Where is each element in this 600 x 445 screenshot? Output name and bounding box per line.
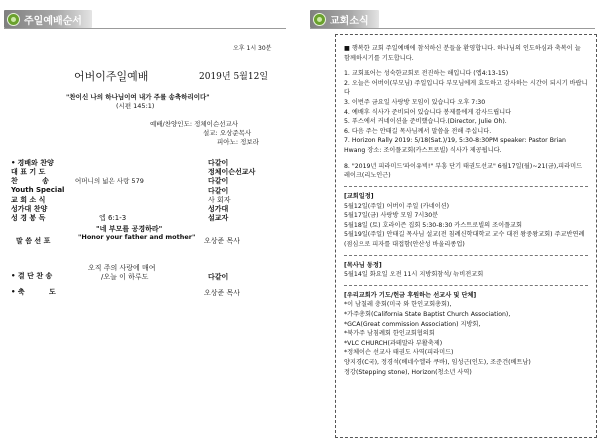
bullet-circle-icon [313, 13, 326, 26]
benediction-minister: 오상준 목사 [204, 289, 241, 297]
news-item: 3. 이번주 금요일 사랑방 모임이 있습니다 오후 7:30 [344, 99, 486, 107]
sermon-title: "네 부모를 공경하라" [96, 225, 163, 233]
schedule-title: [교회일정] [344, 192, 374, 200]
schedule-item: 5월12일(주일) 어버이 주일 (카네이션) [344, 202, 450, 210]
order-label: • 경배와 찬양 [11, 158, 54, 168]
news-item: 6. 다음 주는 안태길 목사님께서 말씀을 전해 주십니다. [344, 127, 492, 135]
mission-item: *VLC CHURCH(과테말라 부활축제) [344, 339, 443, 347]
schedule-item: 5월17일(금) 사랑방 모임 7시30분 [344, 212, 439, 220]
order-leader: 정체이슨선교사 [208, 168, 256, 177]
missions-section [344, 291, 588, 377]
sermon-label: 말 씀 선 포 [16, 237, 51, 245]
response-hymn-label: • 결 단 찬 송 [11, 272, 53, 280]
order-leader: 사 회자 [208, 195, 231, 204]
sermon-subtitle: "Honor your father and mother" [78, 233, 196, 241]
response-hymn-line2: /오늘 이 하루도 [101, 273, 149, 281]
benediction-label: • 축 도 [11, 288, 56, 296]
scripture-verse: "찬이신 나의 하나님이여 내가 주를 송축하리이다" [66, 93, 210, 101]
worship-order-tag [4, 10, 92, 28]
news-item: 2. 오늘은 어버이(부모님) 주일입니다 부모님에게 효도하고 감사하는 시간이 되시기 바랍니다 [344, 79, 588, 97]
service-title: 어버이주일예배 [74, 70, 149, 83]
church-news-title: 교회소식 [330, 15, 369, 27]
pastor-section [344, 261, 588, 280]
header-underline [4, 28, 286, 29]
order-leader: 다같이 [208, 177, 229, 186]
mission-item: *가주총회(California State Baptist Church Association), [344, 311, 511, 319]
header-underline [310, 28, 595, 29]
church-news-header [310, 10, 595, 28]
order-row [11, 213, 287, 222]
order-leader: 설교자 [208, 214, 229, 223]
church-news-panel [335, 34, 597, 438]
missions-title: [우리교회가 기도/헌금 후원하는 선교사 및 단체] [344, 291, 477, 299]
bullet-circle-icon [7, 13, 20, 26]
news-list [344, 69, 588, 181]
schedule-section [344, 192, 588, 250]
news-item: 5. 푸스에서 커네이션을 준비했습니다.(Director, Julie Oh). [344, 118, 507, 126]
service-time: 오후 1시 30분 [233, 45, 272, 52]
mission-item: 양지경(C국), 정경석(베네수엘라 쿠바), 임성근(인도), 조준건(베트남) [344, 359, 531, 367]
response-hymn-line1: 오직 주의 사랑에 매여 [88, 264, 156, 272]
leader-sermon: 설교: 오상준목사 [203, 129, 252, 137]
service-date: 2019년 5월12일 [199, 72, 269, 82]
mission-item: *정체이슨 선교사 태권도 사역(피라미드) [344, 349, 454, 357]
order-detail: 어머니의 넓은 사랑 579 [75, 177, 144, 186]
order-label: Youth Special [11, 185, 65, 194]
order-label: 교 회 소 식 [11, 195, 46, 204]
news-item: 7. Horizon Rally 2019: 5/18(Sat.)/19, 5:30-8:30PM speaker: Pastor Brian Hwang 장소: 조이플교회(카스트로빌) 식사가 제공됩니다. [344, 137, 566, 155]
sermon-preacher: 오상준 목사 [204, 237, 241, 245]
worship-order-title: 주일예배순서 [24, 15, 82, 27]
scripture-reference: (시편 145:1) [116, 102, 155, 110]
order-leader: 성가대 [208, 204, 229, 213]
order-row [11, 176, 287, 185]
news-item: 4. 예배후 식사가 준비되어 있습니다 봉제를에게 감사드립니다 [344, 108, 512, 116]
order-of-service [11, 158, 287, 222]
section-divider [344, 186, 588, 187]
order-row [11, 167, 287, 176]
schedule-item: 5월19일(주일) 안태길 목사님 설교(전 침례신학대학교 교수 대전 왕중왕교회) 주교반연례(점심으로 피자를 대접함(안산성 바울리종업) [344, 231, 585, 248]
leader-worship: 예배/찬양인도: 정체이슨선교사 [150, 120, 239, 128]
order-row [11, 204, 287, 213]
order-row [11, 158, 287, 167]
section-divider [344, 255, 588, 256]
order-detail: 엡 6:1-3 [99, 214, 127, 223]
leader-piano: 피아노: 정보라 [217, 138, 259, 146]
mission-item: *GCA(Great commission Association) 지방회, [344, 320, 481, 328]
order-leader: 다같이 [208, 159, 229, 167]
schedule-item: 5월18일 (토) 호라이즌 집회 5:30-8:30 카스트로빌의 조이플교회 [344, 221, 523, 229]
order-label: 성가대 찬양 [11, 204, 48, 213]
response-hymn-leader: 다같이 [208, 273, 229, 281]
section-divider [344, 285, 588, 286]
worship-order-panel [4, 36, 294, 441]
news-item: 8. "2019년 피라미드'파이유빅!" 부흥 단기 태권도선교" 6월17일(월)~21(금),피라미드레이크(리노인근) [344, 162, 583, 180]
order-leader: 다같이 [208, 186, 229, 195]
church-news-tag [310, 10, 379, 28]
welcome-message: ■ 행복한 교회 주일예배에 참석하신 분들을 환영합니다. 하나님의 인도하심과 축복이 늘 함께하시기를 기도합니다. [344, 45, 581, 62]
mission-item: 정강(Stepping stone), Horizon(청소년 사역) [344, 368, 472, 376]
worship-order-header [4, 10, 286, 28]
mission-item: *이 남칠레 충회(미국 와 한인교회총회), [344, 301, 452, 309]
order-label: 성 경 봉 독 [11, 214, 46, 223]
order-row [11, 186, 287, 195]
pastor-title: [목사님 동정] [344, 261, 382, 269]
mission-item: *북가주 남침례회 한인교회협의회 [344, 330, 435, 338]
order-row [11, 195, 287, 204]
pastor-item: 5월14일 화요일 오전 11시 지방회참석/ 뉴비전교회 [344, 271, 484, 279]
news-item: 1. 교회표어는 성숙한교회로 전진하는 해입니다 (엡4:13-15) [344, 70, 509, 78]
order-label: 대 표 기 도 [11, 168, 46, 177]
order-label: 찬 송 [11, 177, 49, 186]
